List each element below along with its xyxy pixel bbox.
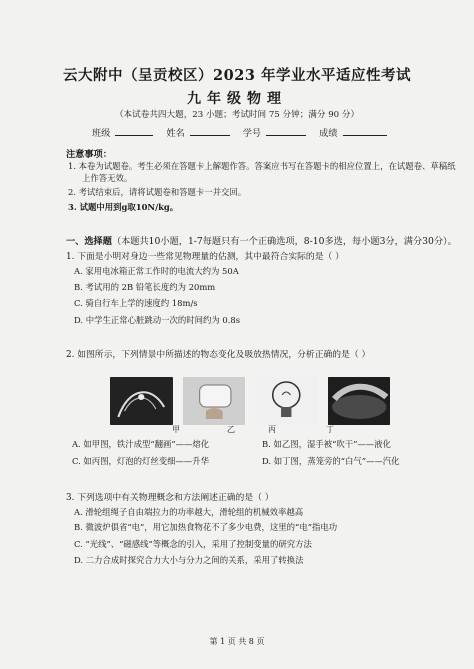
question-3-option-d: D. 二力合成时探究合力大小与分力之间的关系，采用了转换法 xyxy=(74,555,304,565)
student-info-fields xyxy=(92,125,387,139)
notice-heading: 注意事项： xyxy=(66,149,112,160)
question-3-option-c: C. “光线”、“磁感线”等概念的引入，采用了控制变量的研究方法 xyxy=(74,539,312,549)
question-2-option-d: D. 如丁图，蒸笼旁的“白气”——汽化 xyxy=(262,456,400,466)
figure-jia-molten-iron xyxy=(110,377,173,425)
field-blank-score[interactable] xyxy=(343,125,387,136)
section-heading xyxy=(66,233,457,247)
field-label-score: 成绩 xyxy=(319,128,338,139)
question-2-stem: 2. 如图所示，下列情景中所描述的物态变化及吸放热情况，分析正确的是（ ） xyxy=(66,350,371,360)
figure-caption-ding: 丁 xyxy=(326,425,334,434)
question-2-option-a: A. 如甲图，铁汁成型“翻画”——熔化 xyxy=(72,439,210,449)
exam-subject: 九年级物理 xyxy=(187,91,287,107)
field-label-class: 班级 xyxy=(92,128,111,139)
section-heading-bold: 一、选择题 xyxy=(66,236,112,247)
question-1-option-a: A. 家用电冰箱正常工作时的电流大约为 50A xyxy=(74,266,239,276)
field-blank-number[interactable] xyxy=(266,125,306,136)
question-3-option-a: A. 滑轮组绳子自由端拉力的功率越大，滑轮组的机械效率越高 xyxy=(74,507,304,517)
figure-ding-steamer xyxy=(328,377,391,425)
notice-item: 2. 考试结束后，请将试题卷和答题卡一并交回。 xyxy=(68,187,247,197)
question-1-option-d: D. 中学生正常心脏跳动一次的时间约为 0.8s xyxy=(74,315,241,325)
exam-meta: （本试卷共四大题，23 小题；考试时间 75 分钟；满分 90 分） xyxy=(114,110,360,120)
exam-title: 云大附中（呈贡校区）2023 年学业水平适应性考试 xyxy=(63,67,411,84)
figure-yi-hand-dryer xyxy=(183,377,246,425)
figure-caption-bing: 丙 xyxy=(268,425,276,434)
page-footer: 第 1 页 共 8 页 xyxy=(209,637,265,646)
section-heading-rest: （本题共10小题，1-7每题只有一个正确选项，8-10多选，每小题3分，满分30分）。 xyxy=(111,236,457,247)
figure-caption-yi: 乙 xyxy=(227,425,235,434)
field-blank-name[interactable] xyxy=(190,125,230,136)
question-1-option-c: C. 骑自行车上学的速度约 18m/s xyxy=(74,298,198,308)
figure-bing-light-bulb xyxy=(255,377,318,425)
field-label-name: 姓名 xyxy=(166,128,185,139)
question-1-stem: 1. 下面是小明对身边一些常见物理量的估测，其中最符合实际的是（ ） xyxy=(66,252,344,262)
question-2-option-b: B. 如乙图，湿手被“吹干”——液化 xyxy=(262,439,391,449)
question-1-option-b: B. 考试用的 2B 铅笔长度约为 20mm xyxy=(74,282,216,292)
figure-caption-jia: 甲 xyxy=(172,425,180,434)
notice-item: 上作答无效。 xyxy=(82,173,133,183)
field-blank-class[interactable] xyxy=(115,125,153,136)
question-3-option-b: B. 微波炉俱省“电”，用它加热食物花不了多少电费，这里的“电”指电功 xyxy=(74,522,338,532)
notice-item: 3. 试题中用到g取10N/kg。 xyxy=(68,202,179,212)
field-label-number: 学号 xyxy=(242,128,262,139)
question-2-figures xyxy=(110,377,390,425)
notice-item: 1. 本卷为试题卷。考生必须在答题卡上解题作答。答案应书写在答题卡的相应位置上，在试题卷、草稿纸 xyxy=(68,161,456,171)
question-3-stem: 3. 下列选项中有关物理概念和方法阐述正确的是（ ） xyxy=(66,493,274,503)
question-2-option-c: C. 如丙图，灯泡的灯丝变细——升华 xyxy=(72,456,210,466)
